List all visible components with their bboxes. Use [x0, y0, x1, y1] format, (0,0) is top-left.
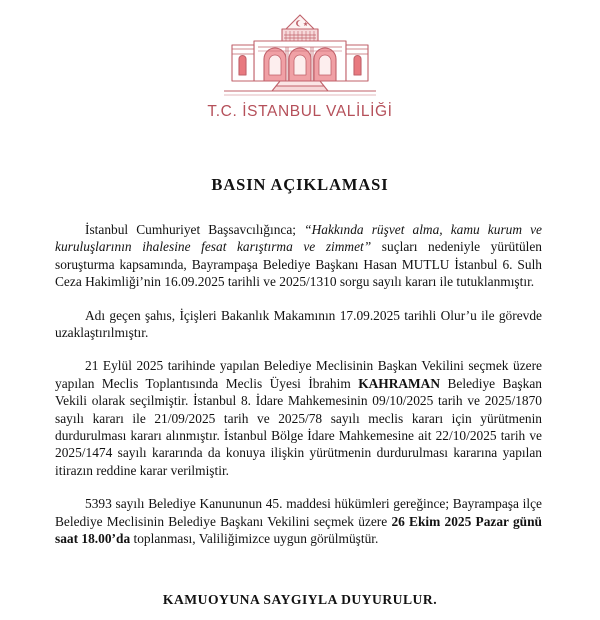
paragraph-3 [55, 357, 542, 479]
text-run: İstanbul Cumhuriyet Başsavcılığınca; [85, 222, 305, 237]
paragraph-4 [55, 495, 542, 547]
emphasized-text: 26 Ekim 2025 Pazar günü saat 18.00’da [55, 513, 542, 547]
paragraph-2 [55, 307, 542, 342]
text-run: 21 Eylül 2025 tarihinde yapılan Belediye Meclisinin Başkan Vekilini seçmek üzere yapılan Meclis Toplantısında Meclis Üyesi İbrahim [55, 358, 542, 391]
page-title: BASIN AÇIKLAMASI [211, 175, 389, 194]
document-body [0, 221, 600, 548]
emphasized-text: KAHRAMAN [358, 375, 441, 391]
text-run: Belediye Başkan Vekili olarak seçilmiştir. İstanbul 8. İdare Mahkemesinin 09/10/2025 tarih ve 2025/1870 sayılı kararı ile 21/09/2025 tarih ve 2025/78 sayılı meclis kararı için yürütmenin durdurulması kararı alınmıştır. İstanbul Bölge İdare Mahkemesine ait 22/10/2025 tarih ve 2025/1474 sayılı kararında da konuya ilişkin yürütmenin durdurulması kararına yapılan itirazın reddine karar verilmiştir. [55, 375, 542, 478]
text-run: toplanması, Valiliğimizce uygun görülmüştür. [130, 531, 379, 547]
letterhead [0, 0, 600, 121]
istanbul-governorship-building-crest-icon [224, 9, 376, 101]
text-run: suçları nedeniyle yürütülen soruşturma kapsamında, Bayrampaşa Belediye Başkanı Hasan MUTLU İstanbul 6. Sulh Ceza Hakimliği’nin 16.09.2025 tarihli ve 2025/1310 sorgu sayılı kararı ile tutuklanmıştır. [55, 239, 543, 290]
letterhead-title: T.C. İSTANBUL VALİLİĞİ [207, 103, 393, 120]
paragraph-1 [55, 221, 542, 291]
closing-statement: KAMUOYUNA SAYGIYLA DUYURULUR. [162, 591, 438, 607]
text-run: 5393 sayılı Belediye Kanununun 45. maddesi hükümleri gereğince; Bayrampaşa ilçe Belediye Meclisinin Belediye Başkanı Vekilini seçmek üzere [55, 496, 542, 529]
text-run: Adı geçen şahıs, İçişleri Bakanlık Makamının 17.09.2025 tarihli Olur’u ile görevde uzaklaştırılmıştır. [55, 307, 542, 341]
quoted-charges-text: “Hakkında rüşvet alma, kamu kurum ve kuruluşlarının ihalesine fesat karıştırma ve zimmet” [55, 222, 542, 255]
